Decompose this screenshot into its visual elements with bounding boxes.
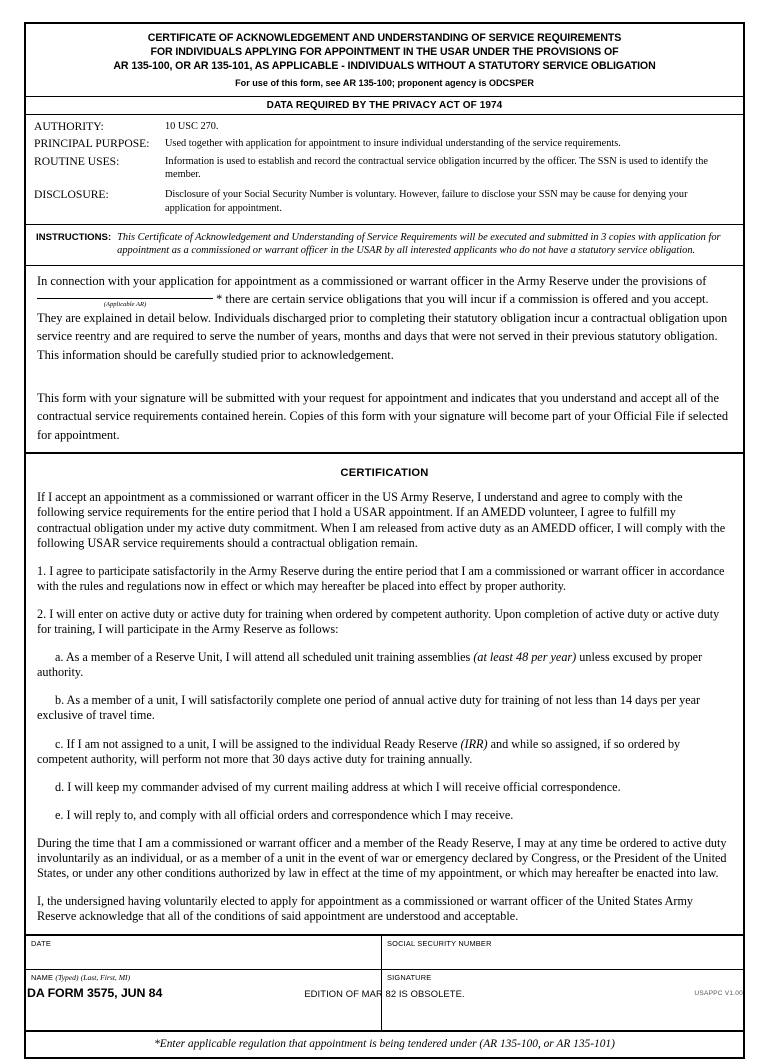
item-a-before: a. As a member of a Reserve Unit, I will attend all scheduled unit training assemblies (55, 650, 474, 665)
footer-producer: USAPPC V1.00 (694, 990, 743, 997)
certification-item-2: 2. I will enter on active duty or active duty for training when ordered by competent authority. Upon completion of active duty or active duty for training, I will participate in the Army Reserve as follows: (37, 606, 720, 637)
form-frame (24, 22, 745, 1059)
header-subtitle: For use of this form, see AR 135-100; proponent agency is ODCSPER (235, 77, 534, 88)
date-label: DATE (31, 939, 51, 949)
footer-edition-note: EDITION OF MAR 82 IS OBSOLETE. (304, 988, 465, 999)
applicable-ar-blank[interactable] (37, 301, 213, 309)
item-c-after: and while so assigned, if so ordered by competent authority, will perform not more that 30 days active duty for training annually. (37, 736, 681, 766)
form-header (26, 24, 743, 96)
privacy-act-section (26, 115, 743, 226)
certification-intro-paragraph: If I accept an appointment as a commissioned or warrant officer in the US Army Reserve, I understand and agree to comply with the following service requirements for the entire period that I hold a USAR appointment. If an AMEDD volunteer, I agree to fulfill my contractual obligation under my active duty commitment. When I am released from active duty as an AMEDD officer, I will comply with the following USAR service requirements should a contractual obligation remain. (37, 490, 726, 550)
ssn-field[interactable] (382, 936, 743, 969)
signature-block (26, 936, 743, 1032)
privacy-label-routine-uses: ROUTINE USES: (34, 154, 120, 168)
privacy-value-authority: 10 USC 270. (165, 120, 219, 132)
footer-form-number: DA FORM 3575, JUN 84 (27, 986, 163, 1000)
certification-title: CERTIFICATION (340, 467, 429, 480)
privacy-row-principal-purpose (34, 137, 735, 152)
form-footnote: *Enter applicable regulation that appointment is being tendered under (AR 135-100, or AR 135-101) (154, 1038, 615, 1051)
item-c-italic: (IRR) (460, 736, 488, 751)
applicable-ar-rule (37, 298, 213, 299)
privacy-value-principal-purpose: Used together with application for appointment to insure individual understanding of the service requirements. (165, 138, 621, 150)
signature-row-date-ssn (26, 936, 743, 970)
privacy-label-principal-purpose: PRINCIPAL PURPOSE: (34, 137, 150, 151)
certification-item-e: e. I will reply to, and comply with all official orders and correspondence which I may receive. (55, 807, 514, 822)
applicable-ar-caption: (Applicable AR) (103, 301, 147, 309)
privacy-act-bar: DATA REQUIRED BY THE PRIVACY ACT OF 1974 (26, 96, 743, 115)
certification-item-1: 1. I agree to participate satisfactorily in the Army Reserve during the entire period that I am a commissioned or warrant officer in accordance with the rules and regulations now in effect or which may hereafter be placed into effect by proper authority. (37, 563, 725, 593)
certification-paragraph-undersigned: I, the undersigned having voluntarily elected to apply for appointment as a commissioned or warrant officer of the United States Army Reserve acknowledge that all of the conditions of said appointment are understood and acceptable. (37, 894, 694, 924)
item-a-after: unless excused by proper authority. (37, 650, 703, 680)
certification-item-d: d. I will keep my commander advised of my current mailing address at which I will receive official correspondence. (55, 779, 621, 794)
header-title-line-1: CERTIFICATE OF ACKNOWLEDGEMENT AND UNDERSTANDING OF SERVICE REQUIREMENTS (147, 32, 622, 44)
certification-paragraph-during: During the time that I am a commissioned or warrant officer and a member of the Ready Reserve, I may at any time be ordered to active duty involuntarily as an individual, or as a member of a unit in the event of war or emergency declared by Congress, or the President of the United States, or under any other conditions authorized by law in effect at the time of my appointment, or which may hereafter be enacted into law. (37, 835, 727, 881)
intro-paragraph-2: This form with your signature will be submitted with your request for appointment and indicates that you understand and accept all of the contractual service requirements contained herein. Copies of this form with your signature will become part of your Official File if selected for appointment. (37, 390, 729, 442)
instructions-text: This Certificate of Acknowledgement and Understanding of Service Requirements will be executed and submitted in 3 copies with application for appointment as a commissioned or warrant officer in the USAR by all interested applicants who do not have a statutory service obligation. (117, 232, 721, 257)
intro-paragraph-1 (37, 272, 732, 365)
certification-item-c (37, 737, 732, 767)
privacy-row-routine-uses (34, 155, 735, 182)
name-label-text: NAME (31, 973, 54, 983)
name-label (31, 973, 381, 982)
certification-item-b: b. As a member of a unit, I will satisfactorily complete one period of annual active duty for training of not less than 14 days per year exclusive of travel time. (37, 693, 701, 723)
signature-label: SIGNATURE (387, 973, 432, 983)
header-title-line-3: AR 135-100, OR AR 135-101, AS APPLICABLE - INDIVIDUALS WITHOUT A STATUTORY SERVICE OBLIGATION (113, 60, 656, 73)
certification-item-a (37, 650, 732, 680)
privacy-row-disclosure (34, 188, 735, 215)
privacy-label-authority: AUTHORITY: (34, 119, 104, 133)
item-c-before: c. If I am not assigned to a unit, I will be assigned to the individual Ready Reserve (55, 736, 461, 751)
name-label-typed: (Typed) (55, 973, 79, 983)
header-title-line-2: FOR INDIVIDUALS APPLYING FOR APPOINTMENT IN THE USAR UNDER THE PROVISIONS OF (150, 46, 619, 59)
privacy-value-routine-uses: Information is used to establish and record the contractual service obligation incurred by the officer. The SSN is used to identify the member. (165, 155, 708, 181)
instructions-label: INSTRUCTIONS: (36, 232, 112, 244)
intro-para1-after: * there are certain service obligations that you will incur if a commission is offered and you accept. They are explained in detail below. Individuals discharged prior to completing their statutory obligation incur a contractual obligation upon service reentry and are required to serve the number of years, months and days that were not served in their previous statutory obligation. This information should be carefully studied prior to acknowledgement. (37, 292, 728, 363)
privacy-value-disclosure: Disclosure of your Social Security Number is voluntary. However, failure to disclose your SSN may be cause for denying your application for appointment. (165, 189, 688, 214)
item-a-italic: (at least 48 per year) (473, 650, 577, 665)
ssn-label: SOCIAL SECURITY NUMBER (387, 939, 492, 949)
intro-para1-before: In connection with your application for appointment as a commissioned or warrant officer in the Army Reserve under the provisions of (37, 273, 707, 288)
certification-section (26, 454, 743, 936)
form-footer (24, 986, 745, 1004)
name-label-order: (Last, First, MI) (80, 973, 131, 983)
privacy-row-authority (34, 120, 735, 135)
date-field[interactable] (26, 936, 382, 969)
intro-section (26, 266, 743, 455)
instructions-section (26, 225, 743, 265)
privacy-label-disclosure: DISCLOSURE: (34, 188, 109, 202)
